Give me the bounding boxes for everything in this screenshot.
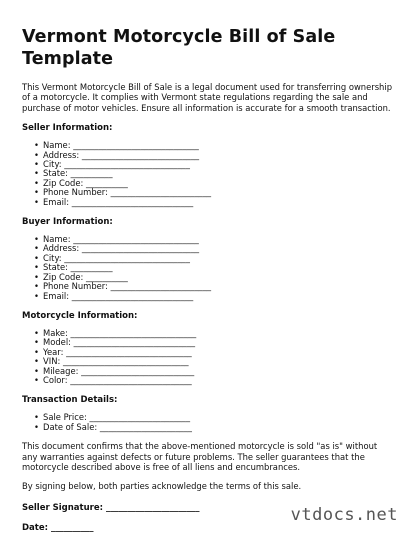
transaction-section-heading: Transaction Details: xyxy=(22,395,118,406)
seller-state-field: • State: __________ xyxy=(34,169,394,178)
buyer-phone-field: • Phone Number: ________________________ xyxy=(34,282,394,291)
motorcycle-year-field: • Year: ______________________________ xyxy=(34,348,394,357)
buyer-field-list xyxy=(22,235,394,301)
date-line: Date: __________ xyxy=(22,522,94,533)
seller-signature-line: Seller Signature: ______________________ xyxy=(22,502,200,513)
as-is-paragraph: This document confirms that the above-mentioned motorcycle is sold "as is" without any warranties against defects or future problems. The seller guarantees that the motorcycle described above is free of all liens and encumbrances. xyxy=(22,441,378,472)
intro-paragraph: This Vermont Motorcycle Bill of Sale is a legal document used for transferring ownership of a motorcycle. It complies with Vermont state regulations regarding the sale and purchase of motor vehicles. Ensure all information is accurate for a smooth transaction. xyxy=(22,82,393,113)
buyer-email-field: • Email: _____________________________ xyxy=(34,292,394,301)
seller-zip-field: • Zip Code: __________ xyxy=(34,179,394,188)
motorcycle-model-field: • Model: _____________________________ xyxy=(34,338,394,347)
buyer-zip-field: • Zip Code: __________ xyxy=(34,273,394,282)
motorcycle-mileage-field: • Mileage: ___________________________ xyxy=(34,367,394,376)
seller-phone-field: • Phone Number: ________________________ xyxy=(34,188,394,197)
buyer-name-field: • Name: ______________________________ xyxy=(34,235,394,244)
buyer-section-heading: Buyer Information: xyxy=(22,217,113,228)
seller-name-field: • Name: ______________________________ xyxy=(34,141,394,150)
buyer-city-field: • City: ______________________________ xyxy=(34,254,394,263)
motorcycle-color-field: • Color: _____________________________ xyxy=(34,376,394,385)
document-title: Vermont Motorcycle Bill of Sale Template xyxy=(22,27,336,69)
motorcycle-make-field: • Make: ______________________________ xyxy=(34,329,394,338)
buyer-state-field: • State: __________ xyxy=(34,263,394,272)
seller-email-field: • Email: _____________________________ xyxy=(34,198,394,207)
seller-section-heading: Seller Information: xyxy=(22,123,113,134)
transaction-field-list xyxy=(22,413,394,432)
buyer-address-field: • Address: ____________________________ xyxy=(34,244,394,253)
motorcycle-field-list xyxy=(22,329,394,385)
document-page xyxy=(22,26,394,533)
motorcycle-vin-field: • VIN: ______________________________ xyxy=(34,357,394,366)
site-watermark: vtdocs.net xyxy=(290,505,398,525)
seller-city-field: • City: ______________________________ xyxy=(34,160,394,169)
seller-address-field: • Address: ____________________________ xyxy=(34,151,394,160)
seller-field-list xyxy=(22,141,394,207)
date-of-sale-field: • Date of Sale: ______________________ xyxy=(34,423,394,432)
sale-price-field: • Sale Price: ________________________ xyxy=(34,413,394,422)
motorcycle-section-heading: Motorcycle Information: xyxy=(22,310,138,321)
acknowledgement-paragraph: By signing below, both parties acknowledge the terms of this sale. xyxy=(22,481,302,492)
